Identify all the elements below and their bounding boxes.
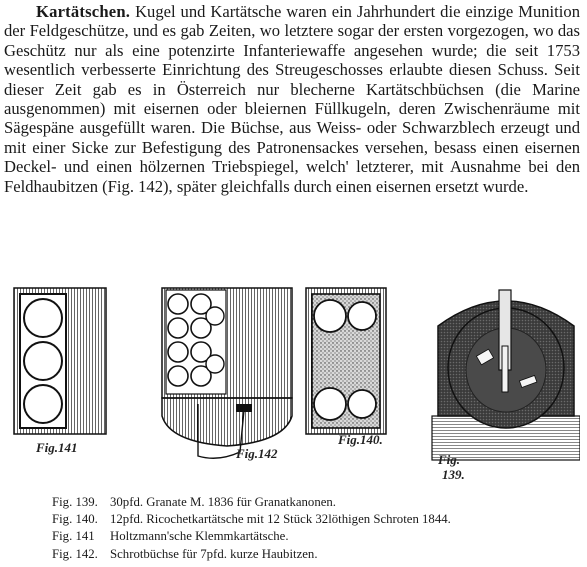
caption-line [52,546,572,563]
paragraph-body: Kugel und Kartätsche waren ein Jahrhundert die einzige Munition der Feldgeschütze, und es gab Zeiten, wo letztere sogar der ersten vorgezogen, wo das Geschütz nur als eine potenzirte Infanteriewaffe angesehen wurde; die seit 1753 wesentlich verbesserte Einrichtung des Streugeschosses erlaubte diesen Schuss. Seit dieser Zeit gab es in Österreich nur blecherne Kartätschbüchsen (die Marine ausgenommen) mit eisernen oder bleiernen Füllkugeln, deren Zwischenräume mit Sägespäne ausgefüllt waren. Die Büchse, aus Weiss- oder Schwarzblech erzeugt und mit einer Sicke zur Befestigung des Patronensackes versehen, besass einen eisernen Deckel- und einen hölzernen Triebspiegel, welch' letzterer, mit Ausnahme bei den Feldhaubitzen (Fig. 142), später gleichfalls durch einen eisernen ersetzt wurde. [4,2,580,196]
article-text-block [4,2,580,196]
figure-plate [8,286,580,486]
section-heading: Kartätschen. [36,2,131,21]
figure-140-label: Fig.140. [338,432,383,447]
figure-captions [52,494,572,563]
caption-line [52,528,572,545]
caption-text: 12pfd. Ricochetkartätsche mit 12 Stück 32löthigen Schroten 1844. [110,512,451,527]
figure-141-label: Fig.141 [36,440,78,455]
caption-number: Fig. 139. [52,495,98,509]
figure-142-drawing [162,288,292,461]
figure-139-label-line2: 139. [442,467,465,482]
caption-number: Fig. 142. [52,546,98,561]
figure-139-drawing [432,290,580,482]
figure-141-drawing [14,288,106,455]
figure-140-drawing [306,288,386,447]
figure-142-label: Fig.142 [236,446,278,461]
caption-text: Schrotbüchse für 7pfd. kurze Haubitzen. [110,546,318,561]
caption-text: Holtzmann'sche Klemmkartätsche. [110,529,289,544]
figure-139-label-line1: Fig. [438,452,461,467]
caption-line [52,494,572,511]
caption-text: 30pfd. Granate M. 1836 für Granatkanonen. [110,495,337,509]
caption-number: Fig. 141 [52,529,95,544]
article-paragraph [4,2,580,196]
caption-number: Fig. 140. [52,512,98,527]
caption-line [52,511,572,528]
figures-illustration [8,286,580,486]
